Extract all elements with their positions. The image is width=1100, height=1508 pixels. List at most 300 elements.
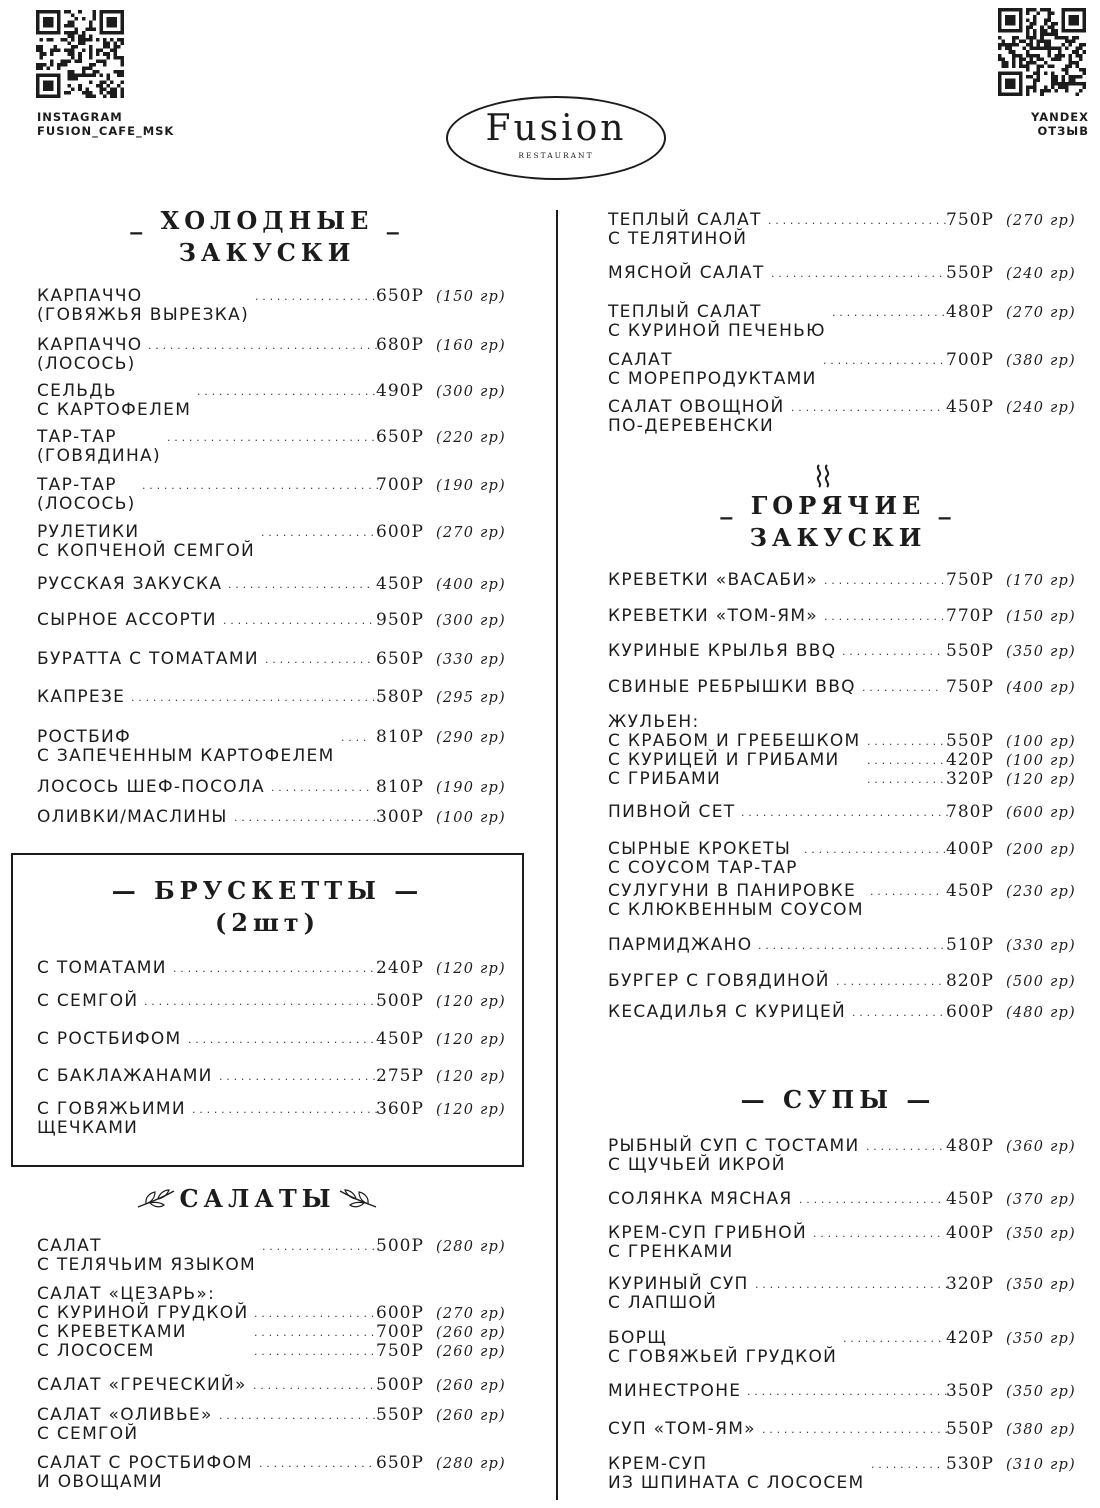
qr-module	[1047, 40, 1051, 44]
qr-module	[1065, 47, 1069, 51]
qr-module	[1040, 33, 1044, 37]
menu-item-price: 450Р	[376, 1029, 424, 1049]
menu-item-name-line: С КРЕВЕТКАМИ	[37, 1322, 187, 1342]
menu-item-leader-dots: ···········	[862, 684, 943, 697]
qr-module	[1068, 61, 1072, 65]
qr-module	[78, 52, 82, 56]
qr-module	[1054, 22, 1058, 26]
qr-module	[36, 91, 40, 95]
qr-module	[50, 49, 54, 53]
qr-module	[85, 66, 89, 70]
qr-module	[1065, 82, 1069, 86]
qr-module	[47, 94, 51, 98]
menu-item-weight: (120 гр)	[436, 1102, 506, 1118]
menu-item-name	[608, 1224, 807, 1262]
qr-module	[1058, 85, 1062, 89]
qr-module	[82, 73, 86, 77]
qr-module	[43, 21, 47, 25]
qr-module	[99, 31, 103, 35]
qr-module	[50, 84, 54, 88]
qr-module	[1068, 64, 1072, 68]
qr-module	[57, 31, 61, 35]
qr-module	[64, 91, 68, 95]
menu-item-weight: (360 гр)	[1006, 1139, 1076, 1155]
menu-item-weight: (350 гр)	[1006, 1331, 1076, 1347]
qr-module	[1026, 61, 1030, 65]
menu-item-name	[608, 972, 830, 991]
qr-module	[117, 45, 121, 49]
qr-module	[1033, 8, 1037, 12]
menu-item-name-line: КУРИНЫЙ СУП	[608, 1274, 749, 1294]
menu-item-weight: (290 гр)	[436, 730, 506, 746]
qr-module	[117, 70, 121, 74]
qr-module	[113, 70, 117, 74]
menu-item-price: 450Р	[946, 397, 994, 417]
qr-module	[1026, 64, 1030, 68]
hot-appetizers-heading	[608, 490, 1068, 554]
menu-item-weight: (120 гр)	[436, 1032, 506, 1048]
menu-item-name-line: С КЛЮКВЕННЫМ СОУСОМ	[608, 900, 864, 920]
qr-module	[1009, 29, 1013, 33]
qr-module	[1009, 43, 1013, 47]
qr-module	[113, 87, 117, 91]
leaf-right-icon	[338, 1185, 378, 1211]
qr-module	[47, 31, 51, 35]
qr-module	[78, 38, 82, 42]
menu-item-name	[608, 211, 762, 249]
menu-item-price: 530Р	[946, 1454, 994, 1474]
qr-module	[1023, 57, 1027, 61]
qr-module	[106, 21, 110, 25]
qr-module	[998, 15, 1002, 19]
menu-item-leader-dots: ·················	[254, 1348, 379, 1361]
qr-module	[36, 14, 40, 18]
menu-item-name-line: С СЕМГОЙ	[37, 1424, 139, 1444]
qr-module	[1026, 50, 1030, 54]
menu-item-price: 820Р	[946, 971, 994, 991]
qr-module	[50, 17, 54, 21]
menu-item-name-line: (ГОВЯДИНА)	[37, 446, 161, 466]
qr-module	[71, 70, 75, 74]
qr-module	[71, 35, 75, 39]
menu-item-weight: (120 гр)	[1006, 772, 1076, 788]
qr-module	[998, 82, 1002, 86]
qr-module	[96, 38, 100, 42]
qr-module	[57, 73, 61, 77]
menu-item-price: 600Р	[946, 1002, 994, 1022]
menu-item-name-line: КУРИНЫЕ КРЫЛЬЯ BBQ	[608, 641, 837, 661]
qr-module	[1033, 78, 1037, 82]
menu-item-name-line: С КОПЧЕНОЙ СЕМГОЙ	[37, 541, 256, 561]
menu-item-weight: (220 гр)	[436, 430, 506, 446]
qr-module	[1002, 43, 1006, 47]
qr-module	[1033, 54, 1037, 58]
qr-module	[99, 14, 103, 18]
qr-module	[1058, 47, 1062, 51]
menu-item-price: 550Р	[946, 1419, 994, 1439]
menu-item-weight: (600 гр)	[1006, 805, 1076, 821]
qr-module	[1065, 29, 1069, 33]
qr-module	[40, 49, 44, 53]
menu-item-weight: (270 гр)	[436, 525, 506, 541]
qr-module	[1061, 54, 1065, 58]
qr-module	[1009, 78, 1013, 82]
menu-item-weight: (100 гр)	[1006, 734, 1076, 750]
qr-module	[1012, 19, 1016, 23]
qr-module	[1005, 64, 1009, 68]
menu-item-price: 450Р	[376, 574, 424, 594]
menu-item-price: 650Р	[376, 1453, 424, 1473]
qr-module	[1079, 54, 1083, 58]
menu-item-leader-dots: ··············	[842, 648, 945, 661]
qr-module	[68, 77, 72, 81]
menu-item-price: 580Р	[376, 687, 424, 707]
qr-module	[1002, 92, 1006, 96]
menu-item-leader-dots: ················	[832, 309, 949, 322]
qr-module	[1075, 92, 1079, 96]
menu-item-price: 360Р	[376, 1099, 424, 1119]
qr-module	[43, 52, 47, 56]
qr-module	[998, 78, 1002, 82]
menu-item-name-line: (ЛОСОСЬ)	[37, 494, 136, 514]
menu-item-leader-dots: ···········	[867, 757, 948, 770]
qr-module	[68, 31, 72, 35]
qr-module	[1044, 85, 1048, 89]
qr-module	[57, 24, 61, 28]
menu-item-price: 600Р	[376, 522, 424, 542]
menu-item-name-line: ПИВНОЙ СЕТ	[608, 802, 736, 822]
qr-module	[120, 21, 124, 25]
menu-item-weight: (100 гр)	[1006, 753, 1076, 769]
qr-module	[1012, 8, 1016, 12]
qr-module	[1075, 75, 1079, 79]
qr-module	[110, 49, 114, 53]
qr-module	[106, 52, 110, 56]
qr-module	[1012, 22, 1016, 26]
menu-item-leader-dots: ····························	[747, 1388, 952, 1401]
menu-item-name-line: С ГОВЯЖЬЕЙ ГРУДКОЙ	[608, 1347, 838, 1367]
qr-module	[117, 84, 121, 88]
qr-module	[1068, 75, 1072, 79]
qr-module	[106, 77, 110, 81]
qr-module	[54, 49, 58, 53]
qr-module	[117, 73, 121, 77]
qr-module	[113, 17, 117, 21]
menu-item-leader-dots: ·································	[142, 482, 383, 495]
qr-module	[113, 52, 117, 56]
qr-module	[1072, 22, 1076, 26]
menu-item-leader-dots: ····················	[234, 814, 380, 827]
qr-module	[1030, 8, 1034, 12]
qr-module	[106, 91, 110, 95]
qr-module	[120, 38, 124, 42]
qr-module	[110, 80, 114, 84]
menu-item-price: 500Р	[376, 1375, 424, 1395]
qr-module	[1026, 54, 1030, 58]
menu-item-weight: (330 гр)	[1006, 938, 1076, 954]
qr-module	[57, 49, 61, 53]
qr-module	[1033, 71, 1037, 75]
qr-module	[89, 52, 93, 56]
menu-item-name-line: С ЗАПЕЧЕННЫМ КАРТОФЕЛЕМ	[37, 746, 335, 766]
qr-module	[1082, 15, 1086, 19]
instagram-caption-line2: FUSION_CAFE_MSK	[37, 124, 175, 138]
menu-item-leader-dots: ···········	[867, 738, 948, 751]
menu-item-name	[608, 1275, 749, 1313]
menu-item-name-line: КАРПАЧЧО	[37, 286, 143, 306]
menu-item-leader-dots: ····························	[173, 965, 378, 978]
qr-module	[68, 52, 72, 56]
qr-module	[1037, 71, 1041, 75]
qr-module	[1026, 12, 1030, 16]
qr-module	[57, 87, 61, 91]
menu-item-name-line: И ОВОЩАМИ	[37, 1472, 163, 1492]
qr-module	[1047, 43, 1051, 47]
qr-module	[1009, 85, 1013, 89]
qr-module	[1037, 64, 1041, 68]
qr-module	[1051, 75, 1055, 79]
menu-item-weight: (100 гр)	[436, 810, 506, 826]
qr-module	[1068, 57, 1072, 61]
qr-module	[1075, 36, 1079, 40]
menu-item-price: 510Р	[946, 935, 994, 955]
menu-item-name	[608, 264, 765, 283]
yandex-qr-code[interactable]	[998, 8, 1086, 96]
qr-module	[103, 80, 107, 84]
menu-item-price: 420Р	[946, 750, 994, 770]
qr-module	[78, 84, 82, 88]
menu-item-weight: (350 гр)	[1006, 1384, 1076, 1400]
menu-item-price: 500Р	[376, 991, 424, 1011]
qr-module	[78, 56, 82, 60]
menu-item-name	[37, 808, 228, 827]
menu-item-weight: (190 гр)	[436, 478, 506, 494]
qr-module	[61, 63, 65, 67]
menu-item-price: 550Р	[946, 263, 994, 283]
menu-item-name-line: САЛАТ	[608, 350, 673, 370]
qr-module	[1061, 19, 1065, 23]
qr-module	[998, 26, 1002, 30]
qr-module	[61, 38, 65, 42]
menu-item-name-line: САЛАТ	[37, 1236, 102, 1256]
qr-module	[998, 8, 1002, 12]
qr-module	[103, 31, 107, 35]
qr-module	[1061, 68, 1065, 72]
qr-module	[1068, 54, 1072, 58]
qr-module	[71, 87, 75, 91]
qr-module	[1065, 40, 1069, 44]
menu-item-price: 700Р	[946, 350, 994, 370]
qr-module	[1047, 47, 1051, 51]
menu-item-price: 650Р	[376, 649, 424, 669]
qr-module	[85, 73, 89, 77]
qr-module	[1016, 92, 1020, 96]
menu-item-price: 680Р	[376, 335, 424, 355]
cold-appetizers-heading	[37, 205, 497, 269]
qr-module	[1016, 36, 1020, 40]
qr-module	[1012, 61, 1016, 65]
qr-module	[120, 91, 124, 95]
menu-item-leader-dots: ················	[261, 529, 378, 542]
qr-module	[1030, 75, 1034, 79]
qr-module	[1012, 50, 1016, 54]
qr-module	[110, 38, 114, 42]
qr-module	[1040, 40, 1044, 44]
menu-item-name	[37, 336, 142, 374]
qr-module	[1065, 64, 1069, 68]
qr-module	[1026, 68, 1030, 72]
qr-module	[1075, 50, 1079, 54]
qr-module	[1026, 19, 1030, 23]
qr-module	[57, 21, 61, 25]
menu-item-price: 320Р	[946, 769, 994, 789]
menu-item-weight: (120 гр)	[436, 1069, 506, 1085]
qr-module	[78, 59, 82, 63]
qr-module	[1005, 19, 1009, 23]
qr-module	[68, 91, 72, 95]
menu-item-name-line: КАРПАЧЧО	[37, 335, 143, 355]
menu-item-leader-dots: ·················	[254, 1310, 379, 1323]
menu-item-name	[37, 1454, 253, 1492]
qr-module	[1061, 82, 1065, 86]
qr-module	[1072, 82, 1076, 86]
qr-module	[50, 80, 54, 84]
qr-module	[1019, 61, 1023, 65]
menu-item-leader-dots: ···········	[867, 776, 948, 789]
menu-item-name	[37, 959, 167, 978]
qr-module	[85, 38, 89, 42]
qr-module	[1026, 92, 1030, 96]
menu-item-weight: (190 гр)	[436, 780, 506, 796]
qr-module	[50, 24, 54, 28]
qr-module	[1019, 22, 1023, 26]
menu-item-weight: (350 гр)	[1006, 1226, 1076, 1242]
qr-module	[99, 24, 103, 28]
menu-item-name-line: ЖУЛЬЕН:	[608, 712, 700, 732]
qr-module	[1044, 33, 1048, 37]
qr-module	[71, 31, 75, 35]
menu-item-name-line: (ЛОСОСЬ)	[37, 354, 136, 374]
qr-module	[1030, 43, 1034, 47]
qr-module	[106, 10, 110, 14]
qr-module	[1061, 26, 1065, 30]
qr-module	[1040, 47, 1044, 51]
qr-module	[47, 17, 51, 21]
qr-module	[110, 91, 114, 95]
menu-item-name-line: СЫРНОЕ АССОРТИ	[37, 610, 217, 630]
qr-module	[1002, 71, 1006, 75]
qr-module	[117, 56, 121, 60]
menu-item-price: 400Р	[946, 839, 994, 859]
menu-item-leader-dots: ··············	[843, 1335, 946, 1348]
qr-module	[998, 29, 1002, 33]
menu-item-price: 350Р	[946, 1381, 994, 1401]
qr-module	[1005, 61, 1009, 65]
qr-module	[1030, 54, 1034, 58]
qr-module	[36, 73, 40, 77]
qr-module	[120, 70, 124, 74]
menu-item-name-line: САЛАТ С РОСТБИФОМ	[37, 1453, 254, 1473]
qr-module	[103, 42, 107, 46]
qr-module	[1075, 47, 1079, 51]
menu-item-weight: (400 гр)	[1006, 680, 1076, 696]
qr-module	[43, 63, 47, 67]
menu-item-price: 275Р	[376, 1066, 424, 1086]
qr-module	[1026, 29, 1030, 33]
qr-module	[1012, 85, 1016, 89]
qr-module	[71, 38, 75, 42]
cold-heading-line1: _ ХОЛОДНЫЕ _	[130, 206, 404, 235]
qr-module	[1072, 75, 1076, 79]
qr-module	[75, 17, 79, 21]
qr-module	[68, 35, 72, 39]
qr-module	[40, 52, 44, 56]
qr-module	[57, 66, 61, 70]
qr-module	[43, 24, 47, 28]
qr-module	[998, 47, 1002, 51]
menu-item-name	[37, 1237, 256, 1275]
qr-module	[1037, 54, 1041, 58]
menu-item-weight: (160 гр)	[436, 338, 506, 354]
qr-module	[1054, 47, 1058, 51]
qr-module	[47, 73, 51, 77]
qr-module	[998, 57, 1002, 61]
qr-module	[1009, 22, 1013, 26]
menu-item-price: 650Р	[376, 427, 424, 447]
qr-module	[1047, 50, 1051, 54]
menu-item-weight: (500 гр)	[1006, 974, 1076, 990]
menu-item-name-line: С ЩУЧЬЕЙ ИКРОЙ	[608, 1155, 786, 1175]
instagram-qr-code[interactable]	[36, 10, 124, 98]
menu-item-name	[37, 287, 249, 325]
qr-module	[57, 63, 61, 67]
qr-module	[1019, 89, 1023, 93]
qr-module	[47, 66, 51, 70]
qr-module	[50, 59, 54, 63]
qr-module	[1082, 26, 1086, 30]
qr-module	[1079, 43, 1083, 47]
qr-module	[1019, 92, 1023, 96]
qr-module	[1019, 12, 1023, 16]
qr-module	[82, 42, 86, 46]
qr-module	[1005, 71, 1009, 75]
qr-module	[998, 19, 1002, 23]
qr-module	[120, 10, 124, 14]
qr-module	[1040, 89, 1044, 93]
qr-module	[1051, 26, 1055, 30]
qr-module	[1051, 33, 1055, 37]
qr-module	[1044, 43, 1048, 47]
qr-module	[71, 45, 75, 49]
qr-module	[103, 45, 107, 49]
qr-module	[96, 70, 100, 74]
qr-module	[71, 21, 75, 25]
qr-module	[57, 91, 61, 95]
qr-module	[1068, 78, 1072, 82]
qr-module	[1051, 57, 1055, 61]
qr-module	[1040, 8, 1044, 12]
qr-module	[68, 42, 72, 46]
menu-item-leader-dots: ··························	[762, 1426, 952, 1439]
menu-item-name	[608, 1420, 756, 1439]
menu-item-name-line: С СЕМГОЙ	[37, 991, 139, 1011]
qr-module	[1082, 19, 1086, 23]
qr-module	[1026, 85, 1030, 89]
qr-module	[99, 59, 103, 63]
menu-item-price: 490Р	[376, 381, 424, 401]
qr-module	[1068, 15, 1072, 19]
qr-module	[110, 31, 114, 35]
